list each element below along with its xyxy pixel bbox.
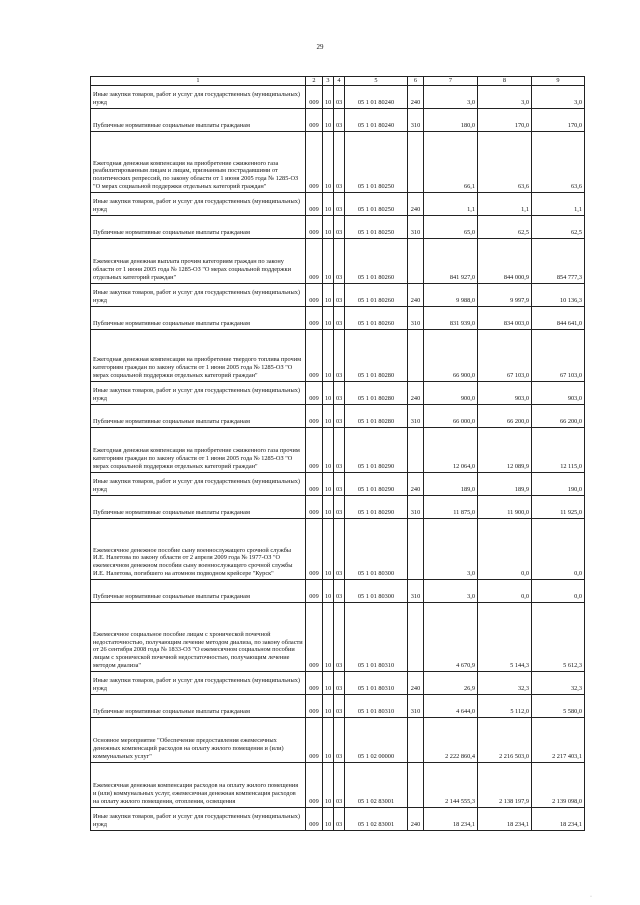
row-value-cell <box>408 329 424 381</box>
row-value-cell: 3,0 <box>478 85 532 108</box>
column-header: 4 <box>334 77 345 86</box>
row-name-cell: Публичные нормативные социальные выплаты гражданам <box>91 306 306 329</box>
row-value-cell: 009 <box>306 306 323 329</box>
row-value-cell: 240 <box>408 381 424 404</box>
table-row <box>91 602 585 671</box>
row-value-cell: 05 1 01 80280 <box>345 329 408 381</box>
row-name-cell: Иные закупки товаров, работ и услуг для государственных (муниципальных) нужд <box>91 85 306 108</box>
row-name-cell: Иные закупки товаров, работ и услуг для государственных (муниципальных) нужд <box>91 671 306 694</box>
row-value-cell: 66 200,0 <box>532 404 585 427</box>
row-value-cell: 310 <box>408 306 424 329</box>
row-value-cell: 10 <box>323 283 334 306</box>
row-value-cell: 05 1 01 80310 <box>345 671 408 694</box>
row-value-cell: 3,0 <box>424 518 478 579</box>
row-value-cell: 67 103,0 <box>478 329 532 381</box>
page-number: 29 <box>316 43 324 51</box>
row-value-cell: 03 <box>334 283 345 306</box>
row-value-cell: 009 <box>306 762 323 807</box>
row-value-cell: 009 <box>306 404 323 427</box>
row-value-cell: 05 1 01 80260 <box>345 238 408 283</box>
row-value-cell: 03 <box>334 215 345 238</box>
row-value-cell: 03 <box>334 579 345 602</box>
row-value-cell: 310 <box>408 495 424 518</box>
row-name-cell: Иные закупки товаров, работ и услуг для государственных (муниципальных) нужд <box>91 807 306 830</box>
row-value-cell: 009 <box>306 283 323 306</box>
row-value-cell: 05 1 02 83001 <box>345 807 408 830</box>
row-name-cell: Ежемесячная денежная компенсация расходов на оплату жилого помещения и (или) коммунальных услуг, ежемесячная денежная компенсация расходов на оплату жилого помещения, отопления, освещения <box>91 762 306 807</box>
row-value-cell: 240 <box>408 671 424 694</box>
row-value-cell: 009 <box>306 108 323 131</box>
table-row <box>91 472 585 495</box>
table-row <box>91 671 585 694</box>
row-name-cell: Ежемесячная денежная выплата прочим категориям граждан по закону области от 1 июня 2005 года № 1285-ОЗ "О мерах социальной поддержки отдельных категорий граждан" <box>91 238 306 283</box>
row-value-cell: 009 <box>306 329 323 381</box>
row-name-cell: Публичные нормативные социальные выплаты гражданам <box>91 108 306 131</box>
row-value-cell: 009 <box>306 495 323 518</box>
header-row <box>91 77 585 86</box>
table-row <box>91 85 585 108</box>
row-value-cell: 03 <box>334 694 345 717</box>
table-body <box>91 85 585 830</box>
row-value-cell: 03 <box>334 192 345 215</box>
row-name-cell: Публичные нормативные социальные выплаты гражданам <box>91 579 306 602</box>
row-value-cell <box>408 717 424 762</box>
row-value-cell: 009 <box>306 427 323 472</box>
row-value-cell: 10 <box>323 381 334 404</box>
row-value-cell: 170,0 <box>478 108 532 131</box>
row-value-cell: 009 <box>306 215 323 238</box>
row-value-cell: 03 <box>334 238 345 283</box>
row-name-cell: Ежемесячное социальное пособие лицам с хронической почечной недостаточностью, получающим лечение методом диализа, по закону области от 26 сентября 2008 года № 1833-ОЗ "О ежемесячном социальном пособии лицам с хронической почечной недостаточностью, получающим лечение методом диализа" <box>91 602 306 671</box>
row-value-cell: 03 <box>334 381 345 404</box>
row-value-cell: 10 <box>323 85 334 108</box>
row-value-cell: 180,0 <box>424 108 478 131</box>
row-value-cell: 05 1 01 80240 <box>345 108 408 131</box>
scan-mark: · <box>590 894 592 900</box>
table-row <box>91 238 585 283</box>
row-value-cell: 03 <box>334 131 345 192</box>
row-value-cell: 009 <box>306 131 323 192</box>
row-value-cell: 190,0 <box>532 472 585 495</box>
table-row <box>91 694 585 717</box>
table-row <box>91 807 585 830</box>
row-name-cell: Иные закупки товаров, работ и услуг для государственных (муниципальных) нужд <box>91 283 306 306</box>
row-value-cell: 10 <box>323 192 334 215</box>
row-value-cell: 03 <box>334 518 345 579</box>
row-value-cell: 310 <box>408 579 424 602</box>
row-value-cell: 9 988,0 <box>424 283 478 306</box>
row-value-cell: 05 1 01 80260 <box>345 283 408 306</box>
row-value-cell: 1,1 <box>532 192 585 215</box>
row-value-cell: 05 1 01 80280 <box>345 404 408 427</box>
row-value-cell: 841 927,0 <box>424 238 478 283</box>
row-value-cell: 009 <box>306 518 323 579</box>
row-value-cell: 63,6 <box>478 131 532 192</box>
row-value-cell: 0,0 <box>478 518 532 579</box>
row-value-cell: 009 <box>306 602 323 671</box>
row-value-cell: 10 <box>323 762 334 807</box>
table-row <box>91 495 585 518</box>
row-value-cell: 03 <box>334 108 345 131</box>
row-value-cell: 009 <box>306 807 323 830</box>
row-value-cell: 240 <box>408 807 424 830</box>
row-value-cell: 5 144,3 <box>478 602 532 671</box>
table-row <box>91 306 585 329</box>
row-value-cell: 05 1 02 00000 <box>345 717 408 762</box>
row-name-cell: Публичные нормативные социальные выплаты гражданам <box>91 215 306 238</box>
row-value-cell: 66 900,0 <box>424 329 478 381</box>
row-value-cell: 009 <box>306 192 323 215</box>
row-name-cell: Ежегодная денежная компенсация на приобретение твердого топлива прочим категориям граждан по закону области от 1 июня 2005 года № 1285-ОЗ "О мерах социальной поддержки отдельных категорий граждан" <box>91 329 306 381</box>
row-name-cell: Ежегодная денежная компенсация на приобретение сжиженного газа прочим категориям граждан по закону области от 1 июня 2005 года № 1285-ОЗ "О мерах социальной поддержки отдельных категорий граждан" <box>91 427 306 472</box>
row-value-cell: 62,5 <box>532 215 585 238</box>
table-row <box>91 108 585 131</box>
row-value-cell: 5 612,3 <box>532 602 585 671</box>
row-value-cell: 03 <box>334 602 345 671</box>
row-name-cell: Ежемесячное денежное пособие сыну военнослужащего срочной службы И.Е. Налетова по закону области от 2 апреля 2009 года № 1977-ОЗ "О ежемесячном денежном пособии сыну военнослужащего срочной службы И.Е. Налетова, погибшего на атомном подводном крейсере "Курск" <box>91 518 306 579</box>
row-value-cell: 009 <box>306 85 323 108</box>
row-value-cell: 05 1 01 80300 <box>345 518 408 579</box>
row-value-cell: 10 <box>323 404 334 427</box>
row-value-cell: 18 234,1 <box>424 807 478 830</box>
row-value-cell: 3,0 <box>532 85 585 108</box>
row-value-cell: 10 136,3 <box>532 283 585 306</box>
table-row <box>91 381 585 404</box>
row-value-cell: 310 <box>408 108 424 131</box>
row-value-cell: 03 <box>334 671 345 694</box>
table-row <box>91 579 585 602</box>
column-header: 3 <box>323 77 334 86</box>
row-value-cell: 12 064,0 <box>424 427 478 472</box>
row-value-cell: 310 <box>408 694 424 717</box>
row-value-cell <box>408 427 424 472</box>
row-value-cell: 18 234,1 <box>478 807 532 830</box>
row-value-cell: 05 1 01 80290 <box>345 495 408 518</box>
row-value-cell: 05 1 01 80280 <box>345 381 408 404</box>
row-value-cell: 310 <box>408 215 424 238</box>
row-value-cell: 2 216 503,0 <box>478 717 532 762</box>
row-value-cell: 03 <box>334 717 345 762</box>
row-value-cell: 11 925,0 <box>532 495 585 518</box>
row-value-cell: 10 <box>323 807 334 830</box>
row-value-cell: 03 <box>334 85 345 108</box>
row-value-cell: 10 <box>323 602 334 671</box>
row-value-cell: 4 644,0 <box>424 694 478 717</box>
row-value-cell: 903,0 <box>478 381 532 404</box>
row-value-cell: 32,3 <box>478 671 532 694</box>
row-value-cell: 10 <box>323 215 334 238</box>
row-value-cell: 10 <box>323 671 334 694</box>
row-value-cell: 4 670,9 <box>424 602 478 671</box>
column-header: 5 <box>345 77 408 86</box>
row-value-cell: 834 003,0 <box>478 306 532 329</box>
row-value-cell: 5 112,0 <box>478 694 532 717</box>
row-name-cell: Ежегодная денежная компенсация на приобретение сжиженного газа реабилитированным лицам и лицам, признанным пострадавшими от политических репрессий, по закону области от 1 июня 2005 года № 1285-ОЗ "О мерах социальной поддержки отдельных категорий граждан" <box>91 131 306 192</box>
row-value-cell: 189,0 <box>424 472 478 495</box>
row-value-cell: 10 <box>323 108 334 131</box>
row-value-cell <box>408 518 424 579</box>
row-value-cell: 1,1 <box>478 192 532 215</box>
row-value-cell <box>408 762 424 807</box>
row-value-cell: 10 <box>323 238 334 283</box>
row-name-cell: Публичные нормативные социальные выплаты гражданам <box>91 694 306 717</box>
row-value-cell: 310 <box>408 404 424 427</box>
row-value-cell: 12 089,9 <box>478 427 532 472</box>
row-name-cell: Иные закупки товаров, работ и услуг для государственных (муниципальных) нужд <box>91 472 306 495</box>
row-value-cell: 240 <box>408 283 424 306</box>
row-value-cell: 240 <box>408 192 424 215</box>
row-value-cell: 10 <box>323 131 334 192</box>
row-value-cell: 903,0 <box>532 381 585 404</box>
row-value-cell: 26,9 <box>424 671 478 694</box>
row-value-cell: 009 <box>306 671 323 694</box>
row-value-cell <box>408 238 424 283</box>
row-value-cell: 67 103,0 <box>532 329 585 381</box>
row-value-cell: 2 217 403,1 <box>532 717 585 762</box>
table-row <box>91 131 585 192</box>
row-value-cell: 5 580,0 <box>532 694 585 717</box>
row-value-cell: 10 <box>323 717 334 762</box>
table-row <box>91 518 585 579</box>
row-value-cell: 2 138 197,9 <box>478 762 532 807</box>
row-value-cell: 18 234,1 <box>532 807 585 830</box>
row-value-cell: 03 <box>334 306 345 329</box>
row-value-cell: 2 222 860,4 <box>424 717 478 762</box>
row-value-cell: 05 1 02 83001 <box>345 762 408 807</box>
column-header: 6 <box>408 77 424 86</box>
row-value-cell: 0,0 <box>478 579 532 602</box>
row-value-cell: 900,0 <box>424 381 478 404</box>
row-value-cell: 32,3 <box>532 671 585 694</box>
row-value-cell: 10 <box>323 694 334 717</box>
row-value-cell: 2 144 555,3 <box>424 762 478 807</box>
row-value-cell: 05 1 01 80260 <box>345 306 408 329</box>
table-row <box>91 762 585 807</box>
table-row <box>91 192 585 215</box>
row-value-cell: 844 641,0 <box>532 306 585 329</box>
row-value-cell: 854 777,3 <box>532 238 585 283</box>
row-value-cell: 05 1 01 80250 <box>345 131 408 192</box>
table-row <box>91 283 585 306</box>
row-name-cell: Основное мероприятие "Обеспечение предоставления ежемесячных денежных компенсаций расходов на оплату жилого помещения и (или) коммунальных услуг" <box>91 717 306 762</box>
table-row <box>91 427 585 472</box>
row-value-cell: 1,1 <box>424 192 478 215</box>
row-value-cell: 170,0 <box>532 108 585 131</box>
row-value-cell: 9 997,9 <box>478 283 532 306</box>
column-header: 8 <box>478 77 532 86</box>
row-value-cell: 10 <box>323 495 334 518</box>
row-value-cell: 05 1 01 80240 <box>345 85 408 108</box>
row-value-cell: 831 939,0 <box>424 306 478 329</box>
row-value-cell: 03 <box>334 807 345 830</box>
row-value-cell: 009 <box>306 472 323 495</box>
row-value-cell <box>408 131 424 192</box>
row-value-cell: 12 115,0 <box>532 427 585 472</box>
row-value-cell: 10 <box>323 427 334 472</box>
row-value-cell: 240 <box>408 472 424 495</box>
table-row <box>91 215 585 238</box>
column-header: 9 <box>532 77 585 86</box>
row-value-cell: 0,0 <box>532 579 585 602</box>
table-row <box>91 404 585 427</box>
row-value-cell: 66,1 <box>424 131 478 192</box>
budget-table <box>90 76 585 831</box>
column-header: 2 <box>306 77 323 86</box>
table-row <box>91 329 585 381</box>
row-value-cell: 009 <box>306 717 323 762</box>
row-value-cell: 66 000,0 <box>424 404 478 427</box>
row-value-cell: 63,6 <box>532 131 585 192</box>
row-value-cell: 240 <box>408 85 424 108</box>
row-value-cell: 65,0 <box>424 215 478 238</box>
row-value-cell: 10 <box>323 306 334 329</box>
row-value-cell <box>408 602 424 671</box>
row-name-cell: Иные закупки товаров, работ и услуг для государственных (муниципальных) нужд <box>91 192 306 215</box>
row-value-cell: 03 <box>334 404 345 427</box>
row-value-cell: 10 <box>323 518 334 579</box>
row-value-cell: 10 <box>323 579 334 602</box>
row-value-cell: 11 875,0 <box>424 495 478 518</box>
row-value-cell: 009 <box>306 694 323 717</box>
row-value-cell: 009 <box>306 381 323 404</box>
row-value-cell: 189,9 <box>478 472 532 495</box>
table-row <box>91 717 585 762</box>
row-value-cell: 03 <box>334 427 345 472</box>
row-value-cell: 03 <box>334 472 345 495</box>
row-value-cell: 3,0 <box>424 579 478 602</box>
row-value-cell: 62,5 <box>478 215 532 238</box>
row-value-cell: 05 1 01 80250 <box>345 215 408 238</box>
column-header: 7 <box>424 77 478 86</box>
row-value-cell: 03 <box>334 329 345 381</box>
row-value-cell: 66 200,0 <box>478 404 532 427</box>
row-value-cell: 05 1 01 80300 <box>345 579 408 602</box>
row-value-cell: 05 1 01 80290 <box>345 472 408 495</box>
row-value-cell: 03 <box>334 762 345 807</box>
row-name-cell: Публичные нормативные социальные выплаты гражданам <box>91 404 306 427</box>
row-name-cell: Публичные нормативные социальные выплаты гражданам <box>91 495 306 518</box>
row-value-cell: 05 1 01 80290 <box>345 427 408 472</box>
row-value-cell: 03 <box>334 495 345 518</box>
row-value-cell: 10 <box>323 472 334 495</box>
row-value-cell: 05 1 01 80250 <box>345 192 408 215</box>
row-value-cell: 0,0 <box>532 518 585 579</box>
row-value-cell: 05 1 01 80310 <box>345 602 408 671</box>
row-value-cell: 05 1 01 80310 <box>345 694 408 717</box>
row-value-cell: 009 <box>306 238 323 283</box>
row-name-cell: Иные закупки товаров, работ и услуг для государственных (муниципальных) нужд <box>91 381 306 404</box>
row-value-cell: 3,0 <box>424 85 478 108</box>
row-value-cell: 11 900,0 <box>478 495 532 518</box>
row-value-cell: 10 <box>323 329 334 381</box>
row-value-cell: 844 000,9 <box>478 238 532 283</box>
row-value-cell: 009 <box>306 579 323 602</box>
row-value-cell: 2 139 098,0 <box>532 762 585 807</box>
column-header: 1 <box>91 77 306 86</box>
